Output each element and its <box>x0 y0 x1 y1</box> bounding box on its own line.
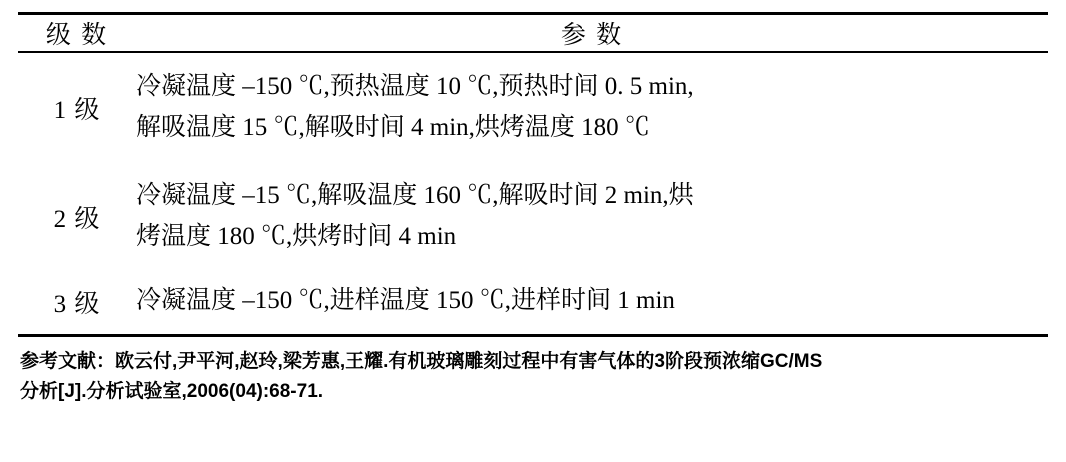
row-parameters-3-line-1: 冷凝温度 –150 ℃,进样温度 150 ℃,进样时间 1 min <box>136 287 675 314</box>
reference-line-2: 分析[J].分析试验室,2006(04):68-71. <box>20 381 324 403</box>
row-level-2: 2 级 <box>53 205 101 233</box>
reference-line-1: 参考文献：欧云付,尹平河,赵玲,梁芳惠,王耀.有机玻璃雕刻过程中有害气体的3阶段预浓缩GC/MS <box>20 350 823 372</box>
table-header-row <box>18 15 1048 51</box>
row-parameters-1-line-2: 解吸温度 15 ℃,解吸时间 4 min,烘烤温度 180 ℃ <box>136 113 650 141</box>
document-page <box>0 12 1066 462</box>
column-header-level: 级 数 <box>45 22 109 49</box>
row-parameters-2-line-2: 烤温度 180 ℃,烘烤时间 4 min <box>136 222 457 250</box>
row-parameters-1-line-1: 冷凝温度 –150 ℃,预热温度 10 ℃,预热时间 0. 5 min, <box>136 73 694 100</box>
table-row <box>18 162 1048 271</box>
table-row <box>18 53 1048 162</box>
row-parameters-2 <box>136 162 1048 271</box>
reference-block <box>18 337 1048 409</box>
row-parameters-2-line-1: 冷凝温度 –15 ℃,解吸温度 160 ℃,解吸时间 2 min,烘 <box>136 182 694 209</box>
table-row <box>18 271 1048 334</box>
row-level-1: 1 级 <box>53 96 101 124</box>
parameter-table <box>18 15 1048 51</box>
row-parameters-1 <box>136 53 1048 162</box>
column-header-parameter: 参 数 <box>560 22 624 49</box>
parameter-table-body <box>18 53 1048 334</box>
row-level-3: 3 级 <box>53 291 101 319</box>
row-parameters-3 <box>136 271 1048 334</box>
